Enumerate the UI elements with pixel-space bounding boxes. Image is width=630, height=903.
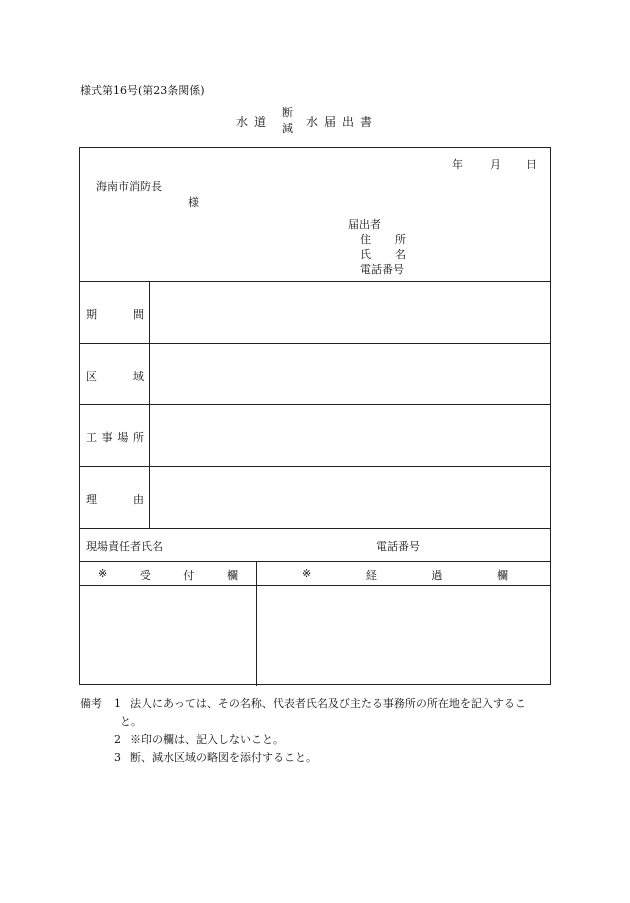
remarks — [80, 695, 526, 767]
divider — [80, 343, 550, 344]
progress-header-char: 過 — [431, 569, 443, 582]
label-char: 由 — [133, 493, 144, 506]
divider — [80, 561, 550, 562]
remark-text: ※印の欄は、記入しないこと。 — [130, 733, 284, 746]
title-part-right: 水届出書 — [306, 115, 379, 129]
remark-number: 2 — [114, 733, 121, 746]
progress-header-char: ※ — [302, 567, 312, 580]
remark-number: 1 — [114, 697, 121, 710]
reception-header-char: ※ — [98, 567, 108, 580]
address-label — [360, 231, 406, 247]
applicant-heading: 届出者 — [348, 218, 381, 231]
title-part-left: 水道 — [236, 115, 273, 129]
remark-item — [80, 731, 526, 749]
label-char: 事 — [101, 431, 113, 444]
divider — [80, 281, 550, 282]
bottom-column-divider — [256, 561, 257, 686]
divider — [80, 404, 550, 405]
label-char: 名 — [395, 248, 406, 261]
form-table — [79, 147, 551, 685]
addressee: 海南市消防長 — [96, 180, 162, 193]
remark-text: 断、減水区域の略図を添付すること。 — [130, 751, 317, 764]
row-label-site — [86, 429, 144, 445]
label-char: 理 — [86, 493, 97, 506]
label-char: 所 — [395, 233, 406, 246]
remark-item — [80, 749, 526, 767]
remark-number: 3 — [114, 751, 121, 764]
label-char: 所 — [132, 431, 144, 444]
remark-item — [80, 695, 526, 713]
label-char: 間 — [133, 308, 144, 321]
label-char: 場 — [117, 431, 129, 444]
document-title — [236, 104, 406, 136]
date-month-label: 月 — [490, 158, 501, 171]
name-label — [360, 246, 406, 262]
remark-text: 法人にあっては、その名称、代表者氏名及び主たる事務所の所在地を記入するこ — [130, 697, 526, 710]
divider — [80, 585, 550, 586]
label-char: 期 — [86, 308, 97, 321]
row-label-reason — [86, 491, 144, 507]
date-day-label: 日 — [526, 158, 537, 171]
phone-label: 電話番号 — [360, 263, 404, 276]
progress-header-char: 欄 — [497, 569, 508, 582]
divider — [80, 466, 550, 467]
remark-continuation: と。 — [120, 715, 142, 728]
title-stack-top: 断 — [282, 106, 293, 119]
remarks-heading: 備考 — [80, 697, 102, 710]
row-label-period — [86, 306, 144, 322]
reception-header-char: 付 — [183, 569, 195, 582]
reception-header-char: 受 — [139, 569, 151, 582]
row-label-area — [86, 368, 144, 384]
label-char: 区 — [86, 370, 97, 383]
label-char: 域 — [133, 370, 144, 383]
progress-column-header — [302, 567, 508, 583]
date-year-label: 年 — [452, 158, 463, 171]
honorific: 様 — [188, 196, 199, 209]
reception-header-char: 欄 — [227, 569, 238, 582]
label-char: 住 — [360, 233, 371, 246]
progress-header-char: 経 — [365, 569, 377, 582]
label-column-divider — [149, 281, 150, 528]
title-stack-bottom: 減 — [282, 122, 293, 135]
responsible-label: 現場責任者氏名 — [86, 540, 163, 553]
form-number: 様式第16号(第23条関係) — [80, 84, 205, 97]
divider — [80, 528, 550, 529]
label-char: 氏 — [360, 248, 371, 261]
responsible-phone-label: 電話番号 — [376, 540, 420, 553]
reception-column-header — [98, 567, 238, 583]
label-char: 工 — [86, 431, 97, 444]
